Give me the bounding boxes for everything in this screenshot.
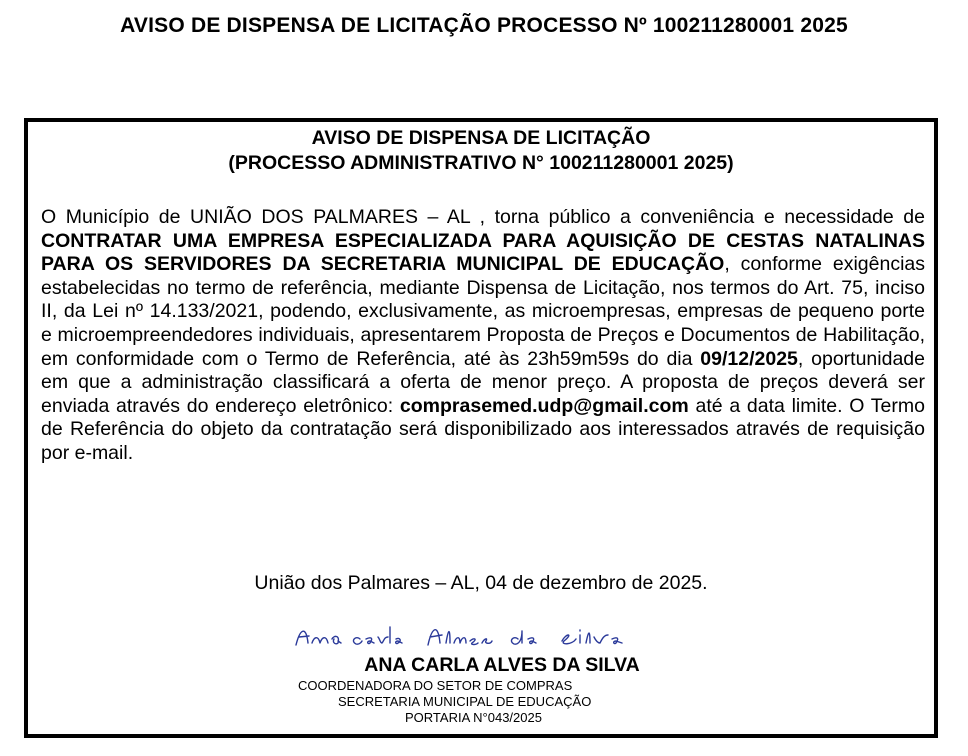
notice-title-line2: (PROCESSO ADMINISTRATIVO N° 100211280001 2025) <box>228 152 734 174</box>
signer-name: ANA CARLA ALVES DA SILVA <box>364 654 640 676</box>
signer-ordinance: PORTARIA N°043/2025 <box>405 710 542 725</box>
notice-title <box>28 126 934 176</box>
notice-body <box>41 206 925 466</box>
place-and-date: União dos Palmares – AL, 04 de dezembro de 2025. <box>254 572 708 594</box>
notice-title-line1: AVISO DE DISPENSA DE LICITAÇÃO <box>311 127 651 149</box>
body-part-2: , conforme exigências estabelecidas no termo de referência, mediante Dispensa de Licitação, nos termos do Art. 75, inciso II, da Lei nº 14.133/2021, podendo, exclusivamente, as microempresas, empresas de pequeno porte e microempreendedores individuais, apresentarem Proposta de Preços e Documentos de Habilitação, em conformidade com o Termo de Referência, até às 23h59m59s do dia <box>41 253 925 370</box>
body-part-3: , oportunidade em que a administração classificará a oferta de menor preço. A proposta de preços deverá ser enviada através do endereço eletrônico: <box>41 347 925 417</box>
deadline-date: 09/12/2025 <box>700 347 798 370</box>
handwritten-signature <box>290 619 670 653</box>
signer-role: COORDENADORA DO SETOR DE COMPRAS <box>298 678 573 693</box>
body-part-4: até a data limite. O Termo de Referência do objeto da contratação será disponibilizado aos interessados através de requisição por e-mail. <box>41 394 925 464</box>
document-title: AVISO DE DISPENSA DE LICITAÇÃO PROCESSO Nº 100211280001 2025 <box>120 14 848 37</box>
contact-email: comprasemed.udp@gmail.com <box>399 394 689 417</box>
body-part-1: O Município de UNIÃO DOS PALMARES – AL , torna público a conveniência e necessidade de <box>41 206 925 228</box>
contract-object: CONTRATAR UMA EMPRESA ESPECIALIZADA PARA AQUISIÇÃO DE CESTAS NATALINAS PARA OS SERVIDORES DA SECRETARIA MUNICIPAL DE EDUCAÇÃO <box>41 229 925 276</box>
notice-frame <box>24 118 938 738</box>
signer-department: SECRETARIA MUNICIPAL DE EDUCAÇÃO <box>338 694 592 709</box>
